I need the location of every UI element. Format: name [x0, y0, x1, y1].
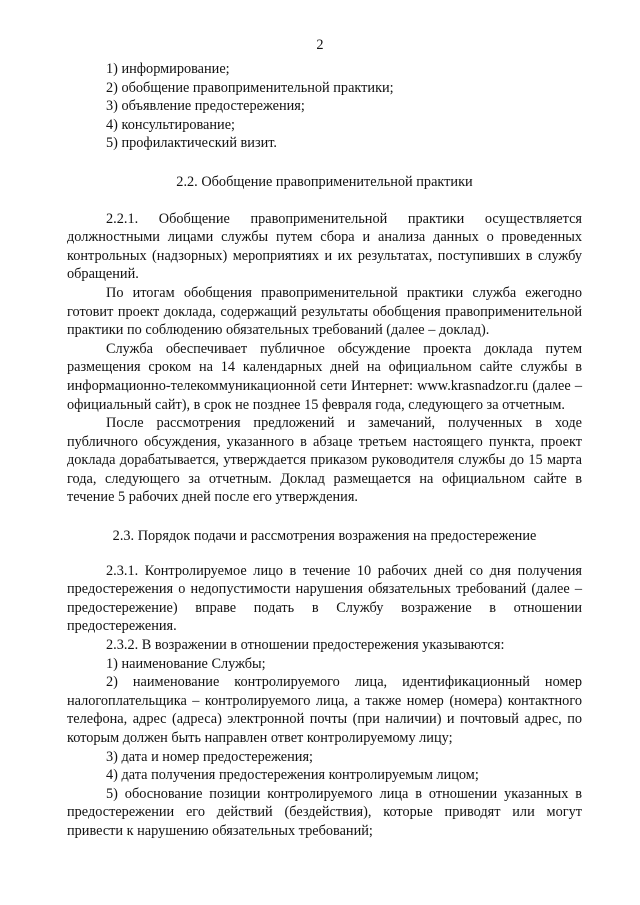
paragraph: 2.2.1. Обобщение правоприменительной практики осуществляется должностными лицами службы путем сбора и анализа данных о проведенных контрольных (надзорных) мероприятиях и их результатах, поступивших в службу обращений.	[67, 210, 582, 283]
paragraph: Служба обеспечивает публичное обсуждение проекта доклада путем размещения сроком на 14 календарных дней на официальном сайте службы в информационно-телекоммуникационной сети Интернет: www.krasnadzor.ru (далее – официальный сайт), в срок не позднее 15 февраля года, следующего за отчетным.	[67, 340, 582, 413]
paragraph: 2.3.1. Контролируемое лицо в течение 10 рабочих дней со дня получения предостережения о недопустимости нарушения обязательных требований (далее – предостережение) вправе подать в Службу возражение в отношении предостережения.	[67, 562, 582, 635]
section-heading: 2.2. Обобщение правоприменительной практики	[176, 173, 473, 190]
section-heading: 2.3. Порядок подачи и рассмотрения возражения на предостережение	[112, 528, 537, 545]
list-item: 1) наименование Службы;	[106, 655, 266, 672]
page-content	[67, 60, 582, 841]
list-item: 3) объявление предостережения;	[106, 98, 305, 115]
list-item: 2) наименование контролируемого лица, идентификационный номер налогоплательщика – контролируемого лица, а также номер (номера) контактного телефона, адрес (адреса) электронной почты (при наличии) и почтовый адрес, по которым должен быть направлен ответ контролируемому лицу;	[67, 674, 582, 746]
list-item: 5) профилактический визит.	[106, 135, 277, 152]
list-item: 1) информирование;	[106, 61, 230, 77]
list-item: 3) дата и номер предостережения;	[106, 748, 313, 765]
list-item: 4) консультирование;	[106, 116, 236, 133]
list-item: 5) обоснование позиции контролируемого лица в отношении указанных в предостережении его действий (бездействия), которые приводят или могут привести к нарушению обязательных требований;	[67, 785, 582, 839]
page-number: 2	[316, 37, 324, 53]
list-item: 2) обобщение правоприменительной практики;	[106, 79, 394, 96]
paragraph: После рассмотрения предложений и замечаний, полученных в ходе публичного обсуждения, указанного в абзаце третьем настоящего пункта, проект доклада дорабатывается, утверждается приказом руководителя службы до 15 марта года, следующего за отчетным. Доклад размещается на официальном сайте в течение 5 рабочих дней после его утверждения.	[67, 415, 582, 506]
list-item: 4) дата получения предостережения контролируемым лицом;	[106, 767, 479, 784]
paragraph: По итогам обобщения правоприменительной практики служба ежегодно готовит проект доклада, содержащий результаты обобщения правоприменительной практики по соблюдению обязательных требований (далее – доклад).	[67, 284, 582, 339]
paragraph: 2.3.2. В возражении в отношении предостережения указываются:	[106, 637, 505, 654]
